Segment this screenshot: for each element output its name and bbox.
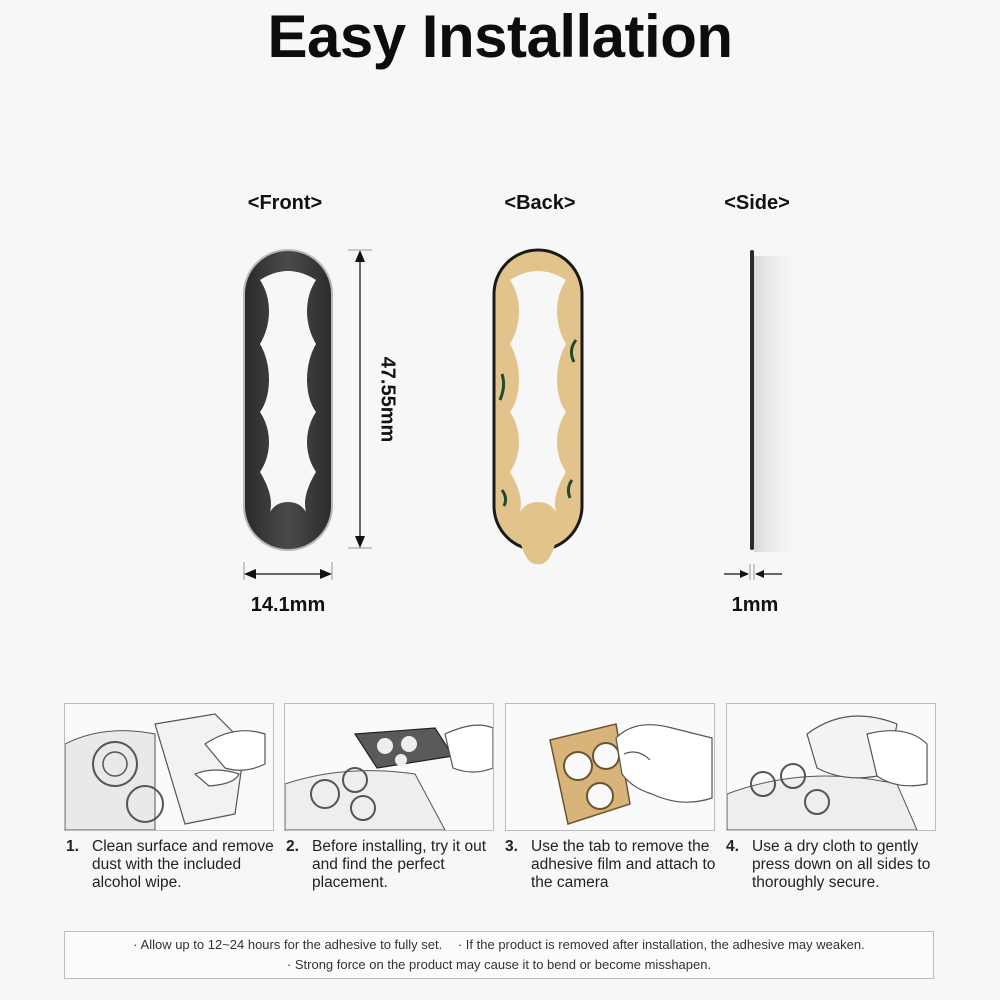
step-3-caption [505, 838, 720, 892]
side-view-label: <Side> [724, 192, 790, 214]
step-text: Use a dry cloth to gently press down on all sides to thoroughly secure. [752, 838, 931, 891]
step-number: 2. [286, 838, 299, 855]
step-number: 1. [66, 838, 79, 855]
step-2-caption [286, 838, 501, 892]
side-view-image [700, 240, 820, 580]
note-removal: · If the product is removed after installation, the adhesive may weaken. [457, 937, 865, 952]
note-force: · Strong force on the product may cause it to bend or become misshapen. [286, 957, 712, 972]
step-text: Before installing, try it out and find the perfect placement. [312, 838, 487, 891]
front-view-label: <Front> [247, 192, 323, 214]
step-text: Clean surface and remove dust with the included alcohol wipe. [92, 838, 274, 891]
back-view-label: <Back> [504, 192, 576, 214]
step-4-caption [726, 838, 941, 892]
step-1-image [64, 703, 274, 831]
notes-line-1 [65, 935, 933, 955]
step-4-image [726, 703, 936, 831]
step-number: 3. [505, 838, 518, 855]
back-view-image [480, 240, 600, 580]
step-2-image [284, 703, 494, 831]
page-title: Easy Installation [267, 3, 733, 70]
height-dimension-label: 47.55mm [376, 356, 399, 443]
step-3-image [505, 703, 715, 831]
notes-line-2 [65, 955, 933, 975]
step-1-caption [66, 838, 281, 892]
width-dimension-label: 14.1mm [250, 594, 326, 616]
notes-box [64, 931, 934, 979]
step-text: Use the tab to remove the adhesive film and attach to the camera [531, 838, 716, 891]
thickness-dimension-label: 1mm [731, 594, 779, 616]
note-cure-time: · Allow up to 12~24 hours for the adhesive to fully set. [133, 937, 443, 952]
step-number: 4. [726, 838, 739, 855]
